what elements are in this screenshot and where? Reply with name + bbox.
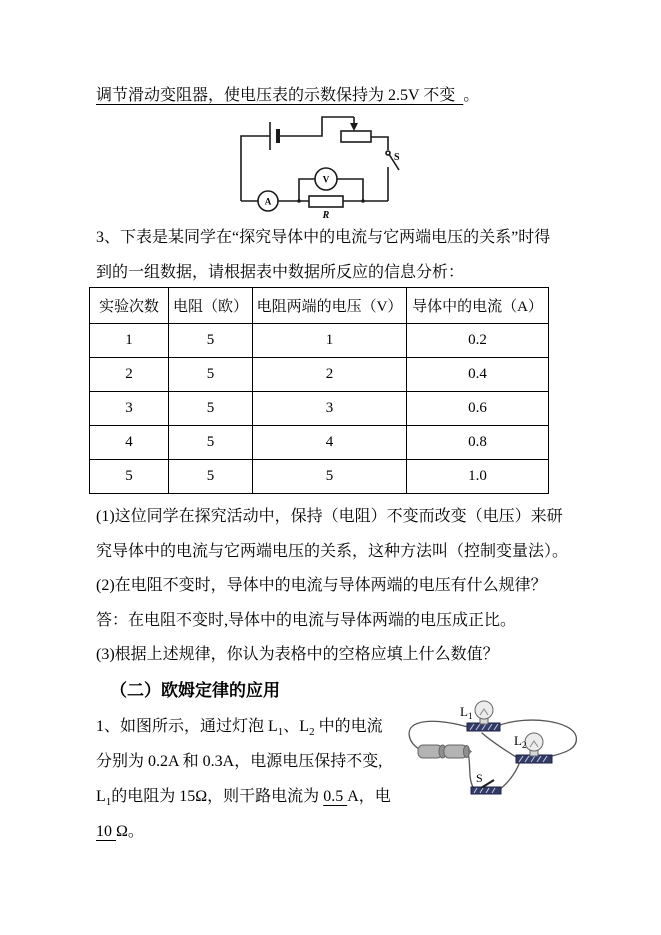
switch-pivot <box>386 151 390 155</box>
switch-label: S <box>394 152 400 163</box>
answer-blank: 0.5 <box>323 788 348 805</box>
label-letter: L <box>514 733 522 748</box>
text-line: 答：在电阻不变时,导体中的电流与导体两端的电压成正比。 <box>96 611 517 629</box>
table-cell: 5 <box>169 460 253 494</box>
intro-underlined-text: 调节滑动变阻器，使电压表的示数保持为 2.5V 不变 <box>96 87 464 104</box>
wire-vbranch-right <box>337 179 363 201</box>
table-cell: 5 <box>253 460 407 494</box>
table-cell: 5 <box>169 426 253 460</box>
bulb2-label <box>514 733 526 750</box>
table-cell: 3 <box>90 392 169 426</box>
junction-dot-left <box>297 199 301 203</box>
circuit-sketch <box>404 692 586 818</box>
text-line <box>96 779 391 814</box>
table-row <box>90 324 549 358</box>
table-header-row <box>90 288 549 324</box>
table-header-cell: 导体中的电流（A） <box>407 288 549 324</box>
table-cell: 1 <box>90 324 169 358</box>
text-line: (2)在电阻不变时，导体中的电流与导体两端的电压有什么规律？ <box>96 577 547 595</box>
wire-to-switch <box>371 137 388 150</box>
wire-vbranch-left <box>299 179 315 201</box>
text-span: 的电阻为 15Ω，则干路电流为 <box>111 788 324 805</box>
subscript: 1 <box>105 796 112 809</box>
battery-cell-1 <box>418 745 442 758</box>
table-header-cell: 电阻（欧） <box>169 288 253 324</box>
table-row <box>90 426 549 460</box>
table-cell: 5 <box>90 460 169 494</box>
slider-arrow-head <box>350 123 358 131</box>
label-letter: L <box>460 704 468 719</box>
table-cell: 2 <box>90 358 169 392</box>
battery-cells <box>418 745 472 758</box>
text-span: 、L <box>283 718 310 735</box>
table-cell: 0.4 <box>407 358 549 392</box>
intro-sentence <box>96 85 479 107</box>
section-heading: （二）欧姆定律的应用 <box>110 681 280 700</box>
table-cell: 2 <box>253 358 407 392</box>
subscript: 1 <box>277 726 284 739</box>
wire-top <box>278 117 354 136</box>
resistor-label: R <box>322 210 330 221</box>
table-row <box>90 358 549 392</box>
text-line: 到的一组数据，请根据表中数据所反应的信息分析： <box>96 263 465 281</box>
table-cell: 5 <box>169 392 253 426</box>
voltmeter-label: V <box>322 174 330 185</box>
question3-parts <box>96 500 568 673</box>
table-cell: 1.0 <box>407 460 549 494</box>
table-cell: 4 <box>90 426 169 460</box>
text-line: (1)这位同学在探究活动中，保持（电阻）不变而改变（电压）来研 <box>96 508 563 525</box>
subscript: 2 <box>309 726 315 739</box>
ammeter-label: A <box>264 196 272 207</box>
table-row <box>90 392 549 426</box>
table-cell: 0.8 <box>407 426 549 460</box>
text-span: A，电 <box>347 788 391 805</box>
table-cell: 0.6 <box>407 392 549 426</box>
text-line: 究导体中的电流与它两端电压的关系，这种方法叫（控制变量法）。 <box>96 542 569 560</box>
answer-blank: 10 <box>96 823 116 840</box>
bulb2-glass <box>525 733 543 751</box>
experiment-data-table <box>89 287 549 494</box>
table-cell: 5 <box>169 324 253 358</box>
table-cell: 5 <box>169 358 253 392</box>
text-line <box>96 814 391 849</box>
switch-label: S <box>476 771 483 785</box>
text-span: 1、如图所示，通过灯泡 L <box>96 718 278 735</box>
table-header-cell: 实验次数 <box>90 288 169 324</box>
wire-battery-to-switch <box>468 753 473 787</box>
bulb1-label <box>460 704 472 721</box>
table-cell: 3 <box>253 392 407 426</box>
label-subscript: 2 <box>521 740 527 750</box>
table-header-cell: 电阻两端的电压（V） <box>253 288 407 324</box>
wire-bulb1-to-bulb2-inner <box>482 733 516 757</box>
table-cell: 0.2 <box>407 324 549 358</box>
text-line: (3)根据上述规律，你认为表格中的空格应填上什么数值？ <box>96 646 499 664</box>
label-subscript: 1 <box>467 711 473 721</box>
junction-dot-right <box>361 199 365 203</box>
rheostat-body <box>341 131 371 142</box>
table-cell: 1 <box>253 324 407 358</box>
resistor-body <box>309 196 343 207</box>
bulb1-glass <box>475 701 493 719</box>
text-span: L <box>96 788 106 805</box>
table-row <box>90 460 549 494</box>
battery-nub <box>468 748 472 755</box>
intro-period: 。 <box>463 87 480 104</box>
circuit-diagram-1 <box>236 112 411 224</box>
text-span: Ω。 <box>116 823 144 840</box>
text-line <box>96 709 391 744</box>
section2-question1 <box>96 709 391 849</box>
question3-intro <box>96 221 550 290</box>
text-line: 分别为 0.2A 和 0.3A，电源电压保持不变, <box>96 753 383 770</box>
table-cell: 4 <box>253 426 407 460</box>
text-line: 3、下表是某同学在“探究导体中的电流与它两端电压的关系”时得 <box>96 229 551 246</box>
text-span: 中的电流 <box>314 718 383 735</box>
wire-bulb2-to-switch <box>500 764 519 789</box>
